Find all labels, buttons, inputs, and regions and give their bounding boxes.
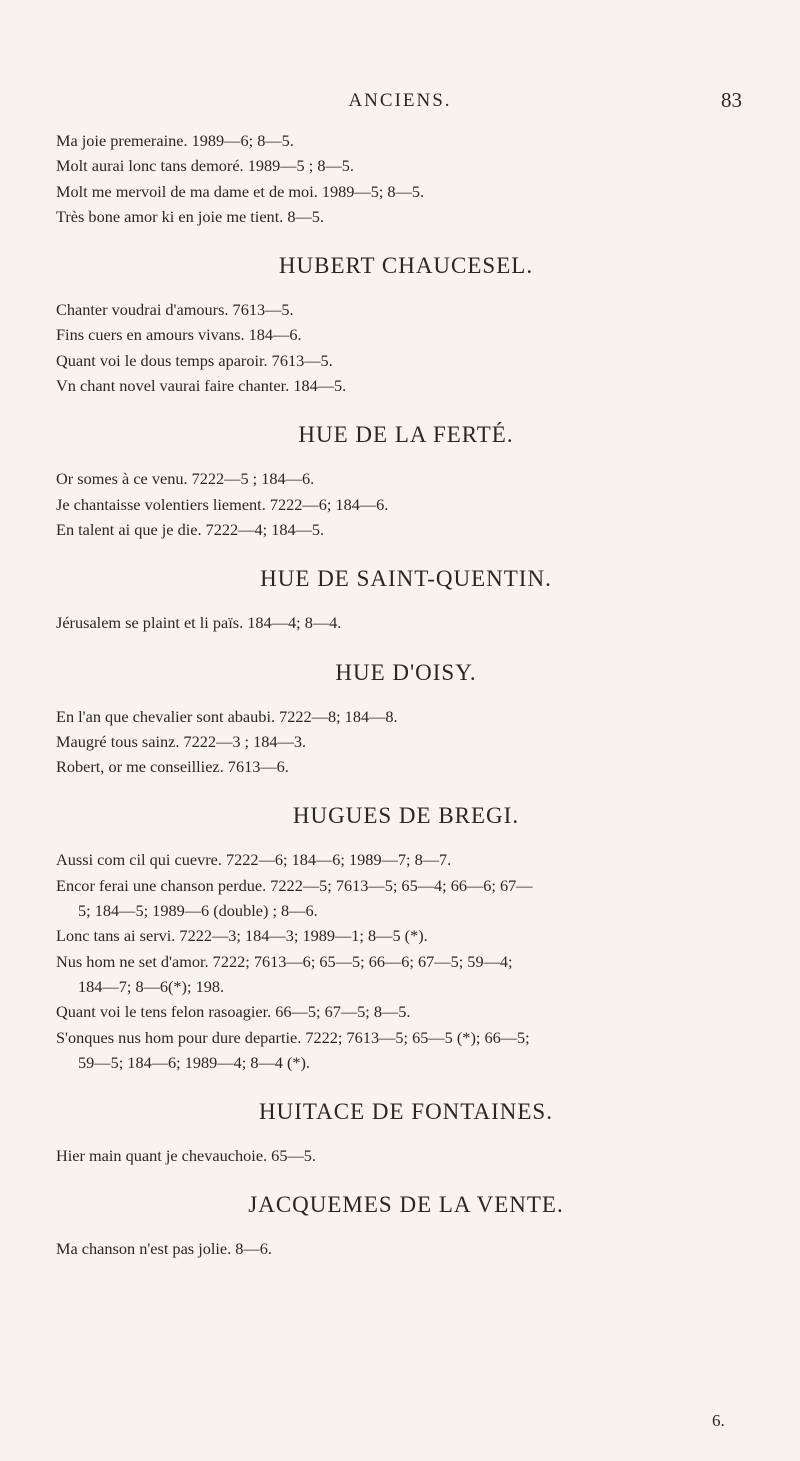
section-heading: HUE D'OISY.: [335, 659, 477, 685]
entry-line: Jérusalem se plaint et li païs. 184—4; 8—4.: [56, 613, 342, 633]
entry-line: Encor ferai une chanson perdue. 7222—5; 7613—5; 65—4; 66—6; 67—: [56, 875, 533, 895]
signature-mark: 6.: [712, 1411, 725, 1430]
entry-line: Ma chanson n'est pas jolie. 8—6.: [56, 1239, 272, 1259]
running-title: ANCIENS.: [348, 90, 452, 111]
entry-line: Nus hom ne set d'amor. 7222; 7613—6; 65—5; 66—6; 67—5; 59—4;: [56, 951, 513, 971]
section-heading: HUE DE LA FERTÉ.: [298, 422, 514, 448]
entry-line: Robert, or me conseilliez. 7613—6.: [56, 757, 289, 777]
section-jacquemes-de-la-vente: [56, 1188, 756, 1261]
entry-line: Lonc tans ai servi. 7222—3; 184—3; 1989—1; 8—5 (*).: [56, 926, 428, 946]
intro-block: [56, 128, 756, 229]
section-huitace-de-fontaines: [56, 1095, 756, 1168]
entry-line-continuation: 59—5; 184—6; 1989—4; 8—4 (*).: [78, 1052, 310, 1072]
entry-line-continuation: 5; 184—5; 1989—6 (double) ; 8—6.: [78, 901, 318, 921]
section-heading: JACQUEMES DE LA VENTE.: [248, 1192, 564, 1218]
entry-line: Hier main quant je chevauchoie. 65—5.: [56, 1146, 316, 1166]
section-heading: HUBERT CHAUCESEL.: [278, 253, 534, 279]
entry-line: Vn chant novel vaurai faire chanter. 184—5.: [56, 376, 347, 396]
entry-line: Or somes à ce venu. 7222—5 ; 184—6.: [56, 469, 315, 489]
section-heading: HUITACE DE FONTAINES.: [259, 1099, 553, 1125]
entry-line: Ma joie premeraine. 1989—6; 8—5.: [56, 131, 294, 150]
entry-line: En l'an que chevalier sont abaubi. 7222—8; 184—8.: [56, 706, 398, 726]
section-heading: HUE DE SAINT-QUENTIN.: [260, 566, 552, 592]
entry-line: Fins cuers en amours vivans. 184—6.: [56, 325, 302, 345]
page-number: 83: [721, 88, 742, 112]
section-hubert-chaucesel: [56, 249, 756, 398]
section-hue-de-la-ferte: [56, 418, 756, 542]
page-header: [0, 86, 800, 120]
entry-line: Molt aurai lonc tans demoré. 1989—5 ; 8—5.: [56, 156, 354, 176]
page-content: [56, 128, 756, 1262]
entry-line: Aussi com cil qui cuevre. 7222—6; 184—6; 1989—7; 8—7.: [56, 850, 452, 870]
entry-line: Quant voi le tens felon rasoagier. 66—5; 67—5; 8—5.: [56, 1002, 411, 1022]
entry-line: Je chantaisse volentiers liement. 7222—6; 184—6.: [56, 494, 389, 514]
entry-line-continuation: 184—7; 8—6(*); 198.: [78, 976, 225, 996]
entry-line: Molt me mervoil de ma dame et de moi. 1989—5; 8—5.: [56, 181, 425, 201]
entry-line: Très bone amor ki en joie me tient. 8—5.: [56, 206, 324, 226]
entry-line: Chanter voudrai d'amours. 7613—5.: [56, 300, 294, 320]
entry-line: En talent ai que je die. 7222—4; 184—5.: [56, 519, 325, 539]
entry-line: S'onques nus hom pour dure departie. 7222; 7613—5; 65—5 (*); 66—5;: [56, 1027, 530, 1047]
section-hue-d-oisy: [56, 656, 756, 780]
section-hugues-de-bregi: [56, 799, 756, 1075]
section-heading: HUGUES DE BREGI.: [292, 803, 520, 829]
entry-line: Maugré tous sainz. 7222—3 ; 184—3.: [56, 731, 307, 751]
entry-line: Quant voi le dous temps aparoir. 7613—5.: [56, 350, 333, 370]
section-hue-de-saint-quentin: [56, 562, 756, 635]
